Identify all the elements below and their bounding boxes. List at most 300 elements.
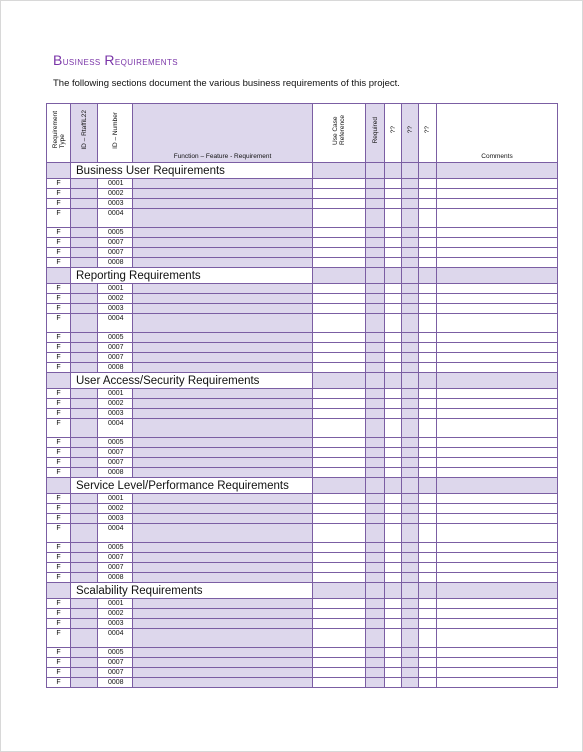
table-cell[interactable] [419, 314, 437, 333]
cell-requirement-type[interactable]: F [47, 448, 71, 458]
table-cell[interactable] [402, 304, 419, 314]
cell-id-number[interactable]: 0003 [98, 409, 133, 419]
table-cell[interactable] [133, 304, 313, 314]
table-cell[interactable] [402, 228, 419, 238]
table-cell[interactable] [366, 333, 385, 343]
table-cell[interactable] [313, 399, 366, 409]
table-cell[interactable] [313, 209, 366, 228]
cell-id-number[interactable]: 0004 [98, 419, 133, 438]
cell-requirement-type[interactable]: F [47, 609, 71, 619]
table-cell[interactable] [313, 504, 366, 514]
table-cell[interactable] [385, 238, 402, 248]
table-cell[interactable] [437, 678, 558, 688]
table-cell[interactable] [385, 678, 402, 688]
cell-id-number[interactable]: 0005 [98, 228, 133, 238]
cell-id-number[interactable]: 0007 [98, 668, 133, 678]
table-cell[interactable] [402, 248, 419, 258]
cell-id-number[interactable]: 0008 [98, 258, 133, 268]
cell-requirement-type[interactable]: F [47, 314, 71, 333]
table-cell[interactable] [437, 389, 558, 399]
table-cell[interactable] [385, 228, 402, 238]
table-cell[interactable] [419, 553, 437, 563]
table-cell[interactable] [385, 409, 402, 419]
table-cell[interactable] [385, 619, 402, 629]
table-cell[interactable] [366, 304, 385, 314]
table-cell[interactable] [385, 543, 402, 553]
table-cell[interactable] [385, 648, 402, 658]
table-cell[interactable] [437, 609, 558, 619]
table-cell[interactable] [437, 553, 558, 563]
table-cell[interactable] [313, 658, 366, 668]
table-cell[interactable] [313, 438, 366, 448]
table-cell[interactable] [402, 294, 419, 304]
table-cell[interactable] [313, 609, 366, 619]
table-cell[interactable] [71, 199, 98, 209]
cell-id-number[interactable]: 0007 [98, 563, 133, 573]
table-cell[interactable] [366, 494, 385, 504]
table-cell[interactable] [402, 179, 419, 189]
table-cell[interactable] [313, 228, 366, 238]
cell-requirement-type[interactable]: F [47, 573, 71, 583]
cell-id-number[interactable]: 0005 [98, 438, 133, 448]
table-cell[interactable] [313, 389, 366, 399]
table-cell[interactable] [366, 619, 385, 629]
cell-requirement-type[interactable]: F [47, 389, 71, 399]
table-cell[interactable] [437, 189, 558, 199]
table-cell[interactable] [402, 199, 419, 209]
table-cell[interactable] [313, 314, 366, 333]
table-cell[interactable] [419, 399, 437, 409]
table-cell[interactable] [437, 363, 558, 373]
table-cell[interactable] [71, 228, 98, 238]
table-cell[interactable] [133, 514, 313, 524]
table-cell[interactable] [419, 524, 437, 543]
table-cell[interactable] [437, 209, 558, 228]
table-cell[interactable] [133, 494, 313, 504]
table-cell[interactable] [385, 553, 402, 563]
cell-id-number[interactable]: 0008 [98, 468, 133, 478]
table-cell[interactable] [366, 678, 385, 688]
table-cell[interactable] [437, 304, 558, 314]
table-cell[interactable] [437, 468, 558, 478]
table-cell[interactable] [366, 409, 385, 419]
cell-requirement-type[interactable]: F [47, 353, 71, 363]
table-cell[interactable] [402, 448, 419, 458]
table-cell[interactable] [133, 504, 313, 514]
cell-requirement-type[interactable]: F [47, 343, 71, 353]
table-cell[interactable] [133, 314, 313, 333]
table-cell[interactable] [71, 458, 98, 468]
table-cell[interactable] [133, 343, 313, 353]
table-cell[interactable] [419, 228, 437, 238]
table-cell[interactable] [402, 599, 419, 609]
table-cell[interactable] [402, 389, 419, 399]
table-cell[interactable] [133, 658, 313, 668]
table-cell[interactable] [437, 494, 558, 504]
table-cell[interactable] [71, 658, 98, 668]
table-cell[interactable] [71, 333, 98, 343]
table-cell[interactable] [313, 514, 366, 524]
table-cell[interactable] [419, 179, 437, 189]
table-cell[interactable] [313, 563, 366, 573]
cell-requirement-type[interactable]: F [47, 363, 71, 373]
table-cell[interactable] [313, 343, 366, 353]
cell-id-number[interactable]: 0008 [98, 573, 133, 583]
cell-requirement-type[interactable]: F [47, 553, 71, 563]
table-cell[interactable] [402, 494, 419, 504]
cell-requirement-type[interactable]: F [47, 228, 71, 238]
table-cell[interactable] [133, 409, 313, 419]
table-cell[interactable] [366, 343, 385, 353]
table-cell[interactable] [313, 363, 366, 373]
table-cell[interactable] [385, 258, 402, 268]
table-cell[interactable] [133, 668, 313, 678]
table-cell[interactable] [133, 209, 313, 228]
table-cell[interactable] [71, 438, 98, 448]
table-cell[interactable] [402, 409, 419, 419]
table-cell[interactable] [419, 658, 437, 668]
table-cell[interactable] [437, 199, 558, 209]
cell-id-number[interactable]: 0003 [98, 304, 133, 314]
table-cell[interactable] [402, 343, 419, 353]
table-cell[interactable] [366, 524, 385, 543]
cell-requirement-type[interactable]: F [47, 179, 71, 189]
table-cell[interactable] [385, 363, 402, 373]
table-cell[interactable] [402, 333, 419, 343]
table-cell[interactable] [385, 314, 402, 333]
cell-id-number[interactable]: 0004 [98, 629, 133, 648]
table-cell[interactable] [402, 543, 419, 553]
table-cell[interactable] [419, 353, 437, 363]
cell-id-number[interactable]: 0007 [98, 448, 133, 458]
table-cell[interactable] [71, 343, 98, 353]
cell-id-number[interactable]: 0002 [98, 189, 133, 199]
cell-requirement-type[interactable]: F [47, 333, 71, 343]
table-cell[interactable] [437, 399, 558, 409]
table-cell[interactable] [419, 609, 437, 619]
table-cell[interactable] [313, 468, 366, 478]
cell-requirement-type[interactable]: F [47, 678, 71, 688]
table-cell[interactable] [437, 648, 558, 658]
table-cell[interactable] [133, 189, 313, 199]
table-cell[interactable] [71, 304, 98, 314]
table-cell[interactable] [313, 238, 366, 248]
table-cell[interactable] [385, 448, 402, 458]
table-cell[interactable] [313, 409, 366, 419]
table-cell[interactable] [313, 419, 366, 438]
table-cell[interactable] [437, 353, 558, 363]
table-cell[interactable] [71, 248, 98, 258]
table-cell[interactable] [133, 609, 313, 619]
table-cell[interactable] [71, 189, 98, 199]
table-cell[interactable] [366, 514, 385, 524]
table-cell[interactable] [366, 399, 385, 409]
table-cell[interactable] [313, 543, 366, 553]
table-cell[interactable] [313, 333, 366, 343]
table-cell[interactable] [419, 333, 437, 343]
table-cell[interactable] [71, 314, 98, 333]
table-cell[interactable] [437, 179, 558, 189]
table-cell[interactable] [419, 304, 437, 314]
cell-requirement-type[interactable]: F [47, 599, 71, 609]
table-cell[interactable] [366, 199, 385, 209]
table-cell[interactable] [366, 353, 385, 363]
table-cell[interactable] [366, 458, 385, 468]
table-cell[interactable] [385, 438, 402, 448]
table-cell[interactable] [71, 409, 98, 419]
table-cell[interactable] [366, 248, 385, 258]
table-cell[interactable] [385, 294, 402, 304]
cell-id-number[interactable]: 0007 [98, 658, 133, 668]
table-cell[interactable] [402, 189, 419, 199]
table-cell[interactable] [71, 563, 98, 573]
cell-id-number[interactable]: 0001 [98, 494, 133, 504]
table-cell[interactable] [437, 619, 558, 629]
cell-requirement-type[interactable]: F [47, 504, 71, 514]
table-cell[interactable] [402, 419, 419, 438]
table-cell[interactable] [437, 419, 558, 438]
table-cell[interactable] [71, 609, 98, 619]
table-cell[interactable] [419, 363, 437, 373]
table-cell[interactable] [419, 468, 437, 478]
cell-requirement-type[interactable]: F [47, 563, 71, 573]
table-cell[interactable] [402, 458, 419, 468]
cell-requirement-type[interactable]: F [47, 409, 71, 419]
table-cell[interactable] [437, 668, 558, 678]
table-cell[interactable] [366, 419, 385, 438]
table-cell[interactable] [71, 448, 98, 458]
table-cell[interactable] [385, 199, 402, 209]
cell-id-number[interactable]: 0001 [98, 599, 133, 609]
table-cell[interactable] [419, 448, 437, 458]
table-cell[interactable] [133, 438, 313, 448]
table-cell[interactable] [402, 553, 419, 563]
table-cell[interactable] [385, 389, 402, 399]
table-cell[interactable] [437, 238, 558, 248]
cell-requirement-type[interactable]: F [47, 514, 71, 524]
table-cell[interactable] [133, 448, 313, 458]
table-cell[interactable] [366, 209, 385, 228]
table-cell[interactable] [419, 648, 437, 658]
cell-requirement-type[interactable]: F [47, 209, 71, 228]
cell-requirement-type[interactable]: F [47, 258, 71, 268]
table-cell[interactable] [366, 294, 385, 304]
table-cell[interactable] [313, 458, 366, 468]
table-cell[interactable] [402, 468, 419, 478]
table-cell[interactable] [71, 389, 98, 399]
table-cell[interactable] [313, 524, 366, 543]
table-cell[interactable] [385, 563, 402, 573]
table-cell[interactable] [133, 599, 313, 609]
table-cell[interactable] [313, 294, 366, 304]
table-cell[interactable] [385, 494, 402, 504]
table-cell[interactable] [71, 179, 98, 189]
table-cell[interactable] [366, 438, 385, 448]
table-cell[interactable] [366, 468, 385, 478]
table-cell[interactable] [385, 573, 402, 583]
table-cell[interactable] [437, 333, 558, 343]
table-cell[interactable] [419, 494, 437, 504]
table-cell[interactable] [419, 504, 437, 514]
cell-id-number[interactable]: 0002 [98, 504, 133, 514]
table-cell[interactable] [437, 438, 558, 448]
cell-requirement-type[interactable]: F [47, 458, 71, 468]
table-cell[interactable] [133, 179, 313, 189]
table-cell[interactable] [437, 573, 558, 583]
cell-requirement-type[interactable]: F [47, 399, 71, 409]
cell-id-number[interactable]: 0002 [98, 294, 133, 304]
table-cell[interactable] [437, 524, 558, 543]
table-cell[interactable] [385, 504, 402, 514]
table-cell[interactable] [133, 284, 313, 294]
table-cell[interactable] [437, 514, 558, 524]
cell-requirement-type[interactable]: F [47, 304, 71, 314]
table-cell[interactable] [419, 419, 437, 438]
table-cell[interactable] [71, 599, 98, 609]
cell-requirement-type[interactable]: F [47, 438, 71, 448]
table-cell[interactable] [437, 599, 558, 609]
table-cell[interactable] [71, 294, 98, 304]
table-cell[interactable] [71, 573, 98, 583]
table-cell[interactable] [419, 629, 437, 648]
table-cell[interactable] [402, 678, 419, 688]
table-cell[interactable] [366, 258, 385, 268]
cell-requirement-type[interactable]: F [47, 629, 71, 648]
cell-id-number[interactable]: 0008 [98, 678, 133, 688]
table-cell[interactable] [133, 543, 313, 553]
table-cell[interactable] [313, 648, 366, 658]
table-cell[interactable] [437, 543, 558, 553]
table-cell[interactable] [133, 333, 313, 343]
table-cell[interactable] [385, 304, 402, 314]
table-cell[interactable] [419, 389, 437, 399]
table-cell[interactable] [133, 629, 313, 648]
table-cell[interactable] [419, 258, 437, 268]
table-cell[interactable] [437, 258, 558, 268]
cell-requirement-type[interactable]: F [47, 658, 71, 668]
table-cell[interactable] [437, 563, 558, 573]
table-cell[interactable] [402, 504, 419, 514]
table-cell[interactable] [402, 209, 419, 228]
cell-requirement-type[interactable]: F [47, 199, 71, 209]
cell-requirement-type[interactable]: F [47, 494, 71, 504]
table-cell[interactable] [437, 409, 558, 419]
table-cell[interactable] [437, 658, 558, 668]
table-cell[interactable] [402, 238, 419, 248]
table-cell[interactable] [71, 514, 98, 524]
cell-requirement-type[interactable]: F [47, 648, 71, 658]
table-cell[interactable] [437, 343, 558, 353]
cell-requirement-type[interactable]: F [47, 284, 71, 294]
table-cell[interactable] [385, 468, 402, 478]
cell-id-number[interactable]: 0005 [98, 648, 133, 658]
table-cell[interactable] [133, 563, 313, 573]
table-cell[interactable] [437, 228, 558, 238]
table-cell[interactable] [366, 658, 385, 668]
table-cell[interactable] [133, 524, 313, 543]
cell-id-number[interactable]: 0003 [98, 619, 133, 629]
table-cell[interactable] [71, 353, 98, 363]
table-cell[interactable] [71, 399, 98, 409]
table-cell[interactable] [71, 543, 98, 553]
table-cell[interactable] [366, 448, 385, 458]
table-cell[interactable] [71, 363, 98, 373]
table-cell[interactable] [133, 353, 313, 363]
table-cell[interactable] [419, 189, 437, 199]
table-cell[interactable] [419, 438, 437, 448]
cell-requirement-type[interactable]: F [47, 543, 71, 553]
table-cell[interactable] [366, 389, 385, 399]
table-cell[interactable] [385, 209, 402, 228]
cell-id-number[interactable]: 0003 [98, 199, 133, 209]
table-cell[interactable] [385, 629, 402, 648]
table-cell[interactable] [402, 563, 419, 573]
table-cell[interactable] [71, 419, 98, 438]
table-cell[interactable] [133, 573, 313, 583]
table-cell[interactable] [402, 648, 419, 658]
cell-id-number[interactable]: 0007 [98, 553, 133, 563]
table-cell[interactable] [385, 353, 402, 363]
table-cell[interactable] [437, 284, 558, 294]
table-cell[interactable] [419, 199, 437, 209]
cell-id-number[interactable]: 0002 [98, 609, 133, 619]
table-cell[interactable] [71, 238, 98, 248]
table-cell[interactable] [419, 678, 437, 688]
cell-id-number[interactable]: 0001 [98, 284, 133, 294]
table-cell[interactable] [133, 258, 313, 268]
table-cell[interactable] [419, 599, 437, 609]
table-cell[interactable] [385, 333, 402, 343]
table-cell[interactable] [71, 494, 98, 504]
table-cell[interactable] [437, 314, 558, 333]
table-cell[interactable] [313, 179, 366, 189]
table-cell[interactable] [71, 209, 98, 228]
table-cell[interactable] [402, 363, 419, 373]
table-cell[interactable] [419, 514, 437, 524]
table-cell[interactable] [402, 658, 419, 668]
table-cell[interactable] [313, 619, 366, 629]
cell-id-number[interactable]: 0001 [98, 179, 133, 189]
table-cell[interactable] [71, 504, 98, 514]
cell-requirement-type[interactable]: F [47, 189, 71, 199]
table-cell[interactable] [437, 504, 558, 514]
cell-id-number[interactable]: 0007 [98, 353, 133, 363]
table-cell[interactable] [133, 228, 313, 238]
table-cell[interactable] [313, 353, 366, 363]
cell-id-number[interactable]: 0008 [98, 363, 133, 373]
table-cell[interactable] [366, 609, 385, 619]
table-cell[interactable] [313, 258, 366, 268]
table-cell[interactable] [419, 458, 437, 468]
table-cell[interactable] [385, 419, 402, 438]
table-cell[interactable] [402, 258, 419, 268]
table-cell[interactable] [71, 678, 98, 688]
table-cell[interactable] [71, 553, 98, 563]
table-cell[interactable] [366, 228, 385, 238]
table-cell[interactable] [385, 599, 402, 609]
table-cell[interactable] [402, 573, 419, 583]
table-cell[interactable] [385, 524, 402, 543]
table-cell[interactable] [313, 678, 366, 688]
table-cell[interactable] [133, 468, 313, 478]
table-cell[interactable] [313, 573, 366, 583]
table-cell[interactable] [133, 458, 313, 468]
cell-id-number[interactable]: 0004 [98, 209, 133, 228]
table-cell[interactable] [313, 494, 366, 504]
table-cell[interactable] [419, 619, 437, 629]
table-cell[interactable] [133, 363, 313, 373]
table-cell[interactable] [313, 284, 366, 294]
